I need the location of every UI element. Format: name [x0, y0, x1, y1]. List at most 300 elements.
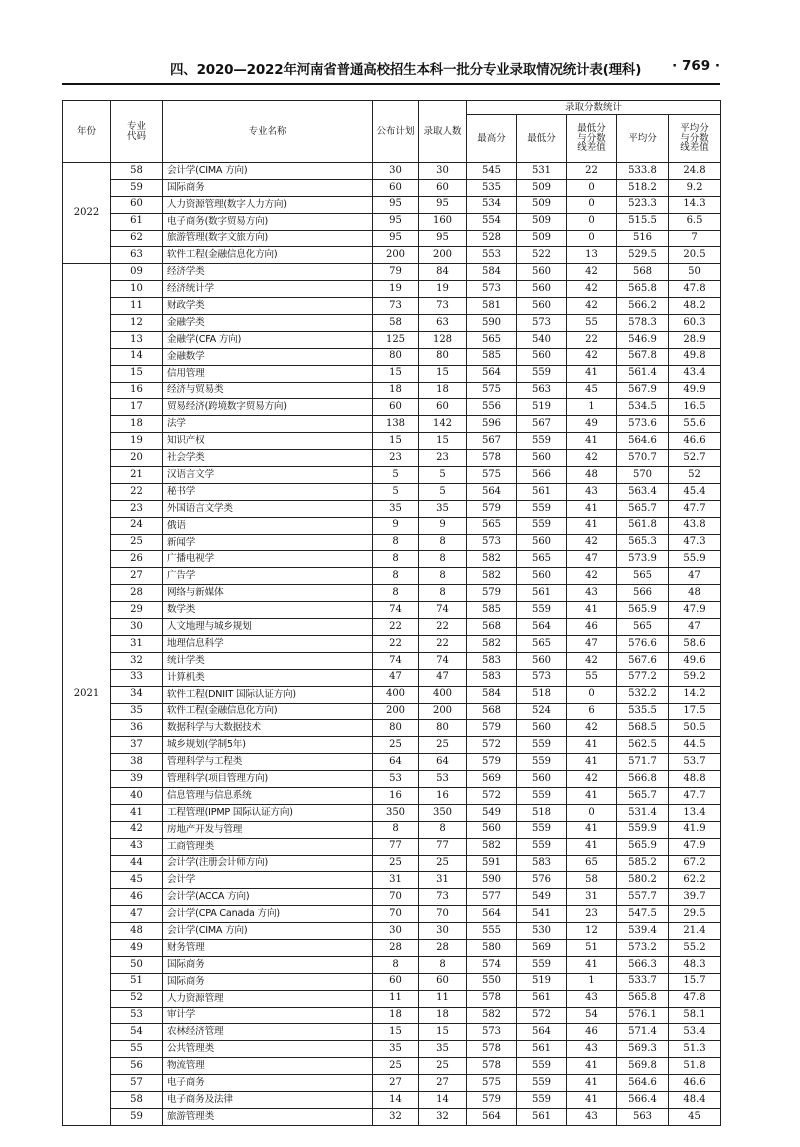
avg-score-cell: 565.9 [617, 602, 669, 619]
min-score-cell: 560 [517, 348, 567, 365]
table-row [63, 855, 721, 872]
max-score-cell: 573 [467, 281, 517, 298]
avg-diff-cell: 55.9 [669, 551, 721, 568]
min-score-cell: 559 [517, 754, 567, 771]
avg-diff-cell: 41.9 [669, 821, 721, 838]
min-score-cell: 518 [517, 804, 567, 821]
admitted-cell: 160 [419, 213, 467, 230]
major-name-cell: 汉语言文学 [163, 467, 373, 484]
admitted-cell: 8 [419, 551, 467, 568]
code-cell: 30 [111, 619, 163, 636]
admitted-cell: 25 [419, 855, 467, 872]
major-name-cell: 信息管理与信息系统 [163, 787, 373, 804]
table-row [63, 1041, 721, 1058]
min-score-cell: 530 [517, 923, 567, 940]
avg-score-cell: 547.5 [617, 906, 669, 923]
avg-diff-cell: 47.9 [669, 602, 721, 619]
min-diff-cell: 41 [567, 1091, 617, 1108]
min-score-cell: 509 [517, 230, 567, 247]
min-score-cell: 560 [517, 652, 567, 669]
plan-cell: 95 [373, 196, 419, 213]
avg-diff-cell: 49.9 [669, 382, 721, 399]
avg-diff-cell: 7 [669, 230, 721, 247]
avg-score-cell: 570.7 [617, 450, 669, 467]
min-score-cell: 559 [517, 517, 567, 534]
admitted-cell: 22 [419, 619, 467, 636]
min-score-cell: 509 [517, 196, 567, 213]
avg-score-cell: 532.2 [617, 686, 669, 703]
major-name-cell: 旅游管理(数字文旅方向) [163, 230, 373, 247]
min-diff-cell: 22 [567, 163, 617, 180]
max-score-cell: 582 [467, 551, 517, 568]
min-score-cell: 583 [517, 855, 567, 872]
avg-score-cell: 534.5 [617, 399, 669, 416]
table-row [63, 906, 721, 923]
avg-score-cell: 529.5 [617, 247, 669, 264]
code-cell: 16 [111, 382, 163, 399]
table-row [63, 1058, 721, 1075]
avg-diff-cell: 43.4 [669, 365, 721, 382]
plan-cell: 80 [373, 720, 419, 737]
code-cell: 46 [111, 889, 163, 906]
avg-score-cell: 565 [617, 568, 669, 585]
avg-diff-cell: 50.5 [669, 720, 721, 737]
avg-diff-cell: 48 [669, 585, 721, 602]
min-diff-cell: 13 [567, 247, 617, 264]
major-name-cell: 会计学(ACCA 方向) [163, 889, 373, 906]
admitted-cell: 80 [419, 720, 467, 737]
avg-diff-cell: 55.6 [669, 416, 721, 433]
max-score-cell: 535 [467, 179, 517, 196]
major-name-cell: 经济学类 [163, 264, 373, 281]
max-score-cell: 579 [467, 500, 517, 517]
avg-diff-cell: 53.7 [669, 754, 721, 771]
avg-diff-cell: 48.3 [669, 956, 721, 973]
max-score-cell: 565 [467, 517, 517, 534]
avg-score-cell: 566.8 [617, 771, 669, 788]
max-score-cell: 564 [467, 483, 517, 500]
avg-score-cell: 533.7 [617, 973, 669, 990]
table-row [63, 686, 721, 703]
admitted-cell: 73 [419, 298, 467, 315]
plan-cell: 60 [373, 973, 419, 990]
header-year: 年份 [63, 101, 111, 163]
max-score-cell: 553 [467, 247, 517, 264]
plan-cell: 9 [373, 517, 419, 534]
avg-diff-cell: 51.3 [669, 1041, 721, 1058]
max-score-cell: 565 [467, 331, 517, 348]
max-score-cell: 579 [467, 720, 517, 737]
avg-score-cell: 559.9 [617, 821, 669, 838]
avg-diff-cell: 9.2 [669, 179, 721, 196]
plan-cell: 400 [373, 686, 419, 703]
avg-score-cell: 561.4 [617, 365, 669, 382]
admitted-cell: 9 [419, 517, 467, 534]
plan-cell: 138 [373, 416, 419, 433]
avg-score-cell: 564.6 [617, 1075, 669, 1092]
code-cell: 53 [111, 1007, 163, 1024]
min-diff-cell: 42 [567, 720, 617, 737]
major-name-cell: 贸易经济(跨境数字贸易方向) [163, 399, 373, 416]
table-row [63, 416, 721, 433]
max-score-cell: 564 [467, 1108, 517, 1125]
plan-cell: 5 [373, 483, 419, 500]
min-diff-cell: 41 [567, 517, 617, 534]
avg-score-cell: 566.2 [617, 298, 669, 315]
min-diff-cell: 22 [567, 331, 617, 348]
plan-cell: 350 [373, 804, 419, 821]
avg-score-cell: 565.8 [617, 990, 669, 1007]
table-row [63, 619, 721, 636]
code-cell: 20 [111, 450, 163, 467]
major-name-cell: 广播电视学 [163, 551, 373, 568]
min-diff-cell: 49 [567, 416, 617, 433]
min-score-cell: 565 [517, 635, 567, 652]
major-name-cell: 国际商务 [163, 956, 373, 973]
code-cell: 27 [111, 568, 163, 585]
min-score-cell: 559 [517, 1091, 567, 1108]
avg-score-cell: 515.5 [617, 213, 669, 230]
avg-score-cell: 571.7 [617, 754, 669, 771]
table-row [63, 923, 721, 940]
avg-score-cell: 565.9 [617, 838, 669, 855]
max-score-cell: 564 [467, 906, 517, 923]
avg-diff-cell: 58.6 [669, 635, 721, 652]
major-name-cell: 社会学类 [163, 450, 373, 467]
min-score-cell: 576 [517, 872, 567, 889]
code-cell: 18 [111, 416, 163, 433]
admitted-cell: 95 [419, 196, 467, 213]
min-diff-cell: 0 [567, 179, 617, 196]
max-score-cell: 560 [467, 821, 517, 838]
min-score-cell: 519 [517, 399, 567, 416]
major-name-cell: 电子商务(数字贸易方向) [163, 213, 373, 230]
avg-score-cell: 567.6 [617, 652, 669, 669]
max-score-cell: 591 [467, 855, 517, 872]
admitted-cell: 84 [419, 264, 467, 281]
avg-diff-cell: 51.8 [669, 1058, 721, 1075]
avg-diff-cell: 45.4 [669, 483, 721, 500]
avg-diff-cell: 48.2 [669, 298, 721, 315]
table-row [63, 196, 721, 213]
code-cell: 32 [111, 652, 163, 669]
major-name-cell: 统计学类 [163, 652, 373, 669]
min-diff-cell: 41 [567, 787, 617, 804]
header-avg-diff-line-1: 平均分 [680, 122, 709, 134]
table-row [63, 703, 721, 720]
page-title: 四、2020—2022年河南省普通高校招生本科一批分专业录取情况统计表(理科) [170, 62, 642, 78]
min-score-cell: 565 [517, 551, 567, 568]
table-row [63, 939, 721, 956]
header-code-line-1: 专业 [126, 120, 146, 132]
code-cell: 28 [111, 585, 163, 602]
max-score-cell: 568 [467, 703, 517, 720]
plan-cell: 23 [373, 450, 419, 467]
min-diff-cell: 46 [567, 1024, 617, 1041]
plan-cell: 80 [373, 348, 419, 365]
admitted-cell: 8 [419, 821, 467, 838]
max-score-cell: 582 [467, 1007, 517, 1024]
min-diff-cell: 65 [567, 855, 617, 872]
avg-score-cell: 533.8 [617, 163, 669, 180]
admitted-cell: 22 [419, 635, 467, 652]
max-score-cell: 578 [467, 1041, 517, 1058]
avg-score-cell: 535.5 [617, 703, 669, 720]
code-cell: 52 [111, 990, 163, 1007]
avg-score-cell: 539.4 [617, 923, 669, 940]
min-score-cell: 559 [517, 1075, 567, 1092]
plan-cell: 16 [373, 787, 419, 804]
code-cell: 12 [111, 315, 163, 332]
avg-score-cell: 518.2 [617, 179, 669, 196]
code-cell: 33 [111, 669, 163, 686]
min-score-cell: 569 [517, 939, 567, 956]
admitted-cell: 16 [419, 787, 467, 804]
avg-diff-cell: 15.7 [669, 973, 721, 990]
min-score-cell: 561 [517, 1108, 567, 1125]
major-name-cell: 管理科学与工程类 [163, 754, 373, 771]
max-score-cell: 578 [467, 990, 517, 1007]
plan-cell: 79 [373, 264, 419, 281]
table-row [63, 467, 721, 484]
min-score-cell: 509 [517, 179, 567, 196]
min-diff-cell: 51 [567, 939, 617, 956]
admitted-cell: 28 [419, 939, 467, 956]
code-cell: 10 [111, 281, 163, 298]
max-score-cell: 579 [467, 585, 517, 602]
major-name-cell: 金融学(CFA 方向) [163, 331, 373, 348]
max-score-cell: 564 [467, 365, 517, 382]
major-name-cell: 国际商务 [163, 179, 373, 196]
major-name-cell: 物流管理 [163, 1058, 373, 1075]
avg-diff-cell: 62.2 [669, 872, 721, 889]
major-name-cell: 金融数学 [163, 348, 373, 365]
min-diff-cell: 41 [567, 737, 617, 754]
plan-cell: 11 [373, 990, 419, 1007]
plan-cell: 28 [373, 939, 419, 956]
plan-cell: 47 [373, 669, 419, 686]
min-score-cell: 559 [517, 1058, 567, 1075]
min-diff-cell: 0 [567, 213, 617, 230]
table-body [63, 163, 721, 1126]
code-cell: 22 [111, 483, 163, 500]
major-name-cell: 财政学类 [163, 298, 373, 315]
min-score-cell: 560 [517, 298, 567, 315]
plan-cell: 8 [373, 534, 419, 551]
major-name-cell: 金融学类 [163, 315, 373, 332]
code-cell: 61 [111, 213, 163, 230]
table-row [63, 1091, 721, 1108]
code-cell: 36 [111, 720, 163, 737]
major-name-cell: 会计学(CPA Canada 方向) [163, 906, 373, 923]
max-score-cell: 585 [467, 602, 517, 619]
min-diff-cell: 1 [567, 973, 617, 990]
min-diff-cell: 42 [567, 534, 617, 551]
plan-cell: 125 [373, 331, 419, 348]
admitted-cell: 15 [419, 1024, 467, 1041]
avg-score-cell: 580.2 [617, 872, 669, 889]
major-name-cell: 房地产开发与管理 [163, 821, 373, 838]
admitted-cell: 35 [419, 1041, 467, 1058]
plan-cell: 35 [373, 500, 419, 517]
min-score-cell: 524 [517, 703, 567, 720]
min-score-cell: 518 [517, 686, 567, 703]
code-cell: 23 [111, 500, 163, 517]
admitted-cell: 70 [419, 906, 467, 923]
table-row [63, 365, 721, 382]
min-diff-cell: 41 [567, 602, 617, 619]
header-min-diff-line-3: 线差值 [577, 142, 606, 154]
code-cell: 50 [111, 956, 163, 973]
min-score-cell: 559 [517, 737, 567, 754]
table-row [63, 230, 721, 247]
admitted-cell: 74 [419, 652, 467, 669]
avg-score-cell: 573.2 [617, 939, 669, 956]
max-score-cell: 574 [467, 956, 517, 973]
header-admitted: 录取人数 [419, 101, 467, 163]
avg-diff-cell: 47.7 [669, 500, 721, 517]
min-score-cell: 563 [517, 382, 567, 399]
max-score-cell: 578 [467, 1058, 517, 1075]
min-score-cell: 509 [517, 213, 567, 230]
code-cell: 11 [111, 298, 163, 315]
table-row [63, 298, 721, 315]
table-row [63, 315, 721, 332]
table-row [63, 821, 721, 838]
avg-score-cell: 546.9 [617, 331, 669, 348]
major-name-cell: 财务管理 [163, 939, 373, 956]
min-score-cell: 560 [517, 568, 567, 585]
header-min: 最低分 [517, 115, 567, 163]
avg-diff-cell: 52 [669, 467, 721, 484]
min-diff-cell: 41 [567, 365, 617, 382]
code-cell: 14 [111, 348, 163, 365]
plan-cell: 8 [373, 585, 419, 602]
header-max: 最高分 [467, 115, 517, 163]
min-diff-cell: 43 [567, 1041, 617, 1058]
plan-cell: 30 [373, 163, 419, 180]
plan-cell: 18 [373, 382, 419, 399]
code-cell: 60 [111, 196, 163, 213]
code-cell: 29 [111, 602, 163, 619]
code-cell: 48 [111, 923, 163, 940]
min-score-cell: 560 [517, 450, 567, 467]
min-score-cell: 559 [517, 365, 567, 382]
min-score-cell: 560 [517, 720, 567, 737]
avg-diff-cell: 47.9 [669, 838, 721, 855]
min-diff-cell: 41 [567, 433, 617, 450]
admitted-cell: 53 [419, 771, 467, 788]
code-cell: 37 [111, 737, 163, 754]
table-row [63, 1108, 721, 1125]
min-score-cell: 561 [517, 1041, 567, 1058]
admitted-cell: 14 [419, 1091, 467, 1108]
major-name-cell: 人力资源管理(数字人力方向) [163, 196, 373, 213]
avg-diff-cell: 50 [669, 264, 721, 281]
avg-diff-cell: 24.8 [669, 163, 721, 180]
avg-diff-cell: 47.8 [669, 990, 721, 1007]
page-number: · 769 · [672, 58, 720, 74]
plan-cell: 8 [373, 568, 419, 585]
header-avg-diff-line-2: 与分数 [680, 132, 709, 144]
code-cell: 47 [111, 906, 163, 923]
avg-score-cell: 562.5 [617, 737, 669, 754]
avg-diff-cell: 47.3 [669, 534, 721, 551]
admitted-cell: 350 [419, 804, 467, 821]
avg-diff-cell: 16.5 [669, 399, 721, 416]
min-diff-cell: 12 [567, 923, 617, 940]
admitted-cell: 60 [419, 179, 467, 196]
avg-diff-cell: 47.7 [669, 787, 721, 804]
plan-cell: 53 [373, 771, 419, 788]
avg-score-cell: 561.8 [617, 517, 669, 534]
admitted-cell: 18 [419, 382, 467, 399]
avg-diff-cell: 49.6 [669, 652, 721, 669]
avg-score-cell: 566 [617, 585, 669, 602]
admitted-cell: 30 [419, 163, 467, 180]
table-row [63, 213, 721, 230]
min-score-cell: 564 [517, 619, 567, 636]
table-row [63, 754, 721, 771]
table-row [63, 568, 721, 585]
table-row [63, 771, 721, 788]
code-cell: 41 [111, 804, 163, 821]
major-name-cell: 电子商务 [163, 1075, 373, 1092]
major-name-cell: 旅游管理类 [163, 1108, 373, 1125]
avg-diff-cell: 59.2 [669, 669, 721, 686]
plan-cell: 15 [373, 365, 419, 382]
min-diff-cell: 42 [567, 281, 617, 298]
max-score-cell: 582 [467, 568, 517, 585]
avg-score-cell: 565.3 [617, 534, 669, 551]
max-score-cell: 568 [467, 619, 517, 636]
plan-cell: 35 [373, 1041, 419, 1058]
max-score-cell: 584 [467, 264, 517, 281]
plan-cell: 58 [373, 315, 419, 332]
table-row [63, 804, 721, 821]
avg-score-cell: 565.8 [617, 281, 669, 298]
table-row [63, 990, 721, 1007]
min-score-cell: 560 [517, 534, 567, 551]
code-cell: 45 [111, 872, 163, 889]
code-cell: 59 [111, 1108, 163, 1125]
max-score-cell: 567 [467, 433, 517, 450]
plan-cell: 74 [373, 652, 419, 669]
min-diff-cell: 1 [567, 399, 617, 416]
min-diff-cell: 0 [567, 230, 617, 247]
avg-score-cell: 577.2 [617, 669, 669, 686]
major-name-cell: 经济统计学 [163, 281, 373, 298]
plan-cell: 95 [373, 230, 419, 247]
code-cell: 21 [111, 467, 163, 484]
table-row [63, 838, 721, 855]
code-cell: 57 [111, 1075, 163, 1092]
major-name-cell: 城乡规划(学制5年) [163, 737, 373, 754]
admitted-cell: 80 [419, 348, 467, 365]
code-cell: 58 [111, 163, 163, 180]
min-diff-cell: 41 [567, 956, 617, 973]
table-row [63, 331, 721, 348]
avg-diff-cell: 43.8 [669, 517, 721, 534]
avg-diff-cell: 48.8 [669, 771, 721, 788]
table-row [63, 787, 721, 804]
code-cell: 56 [111, 1058, 163, 1075]
max-score-cell: 573 [467, 1024, 517, 1041]
major-name-cell: 农林经济管理 [163, 1024, 373, 1041]
code-cell: 26 [111, 551, 163, 568]
max-score-cell: 572 [467, 737, 517, 754]
max-score-cell: 545 [467, 163, 517, 180]
